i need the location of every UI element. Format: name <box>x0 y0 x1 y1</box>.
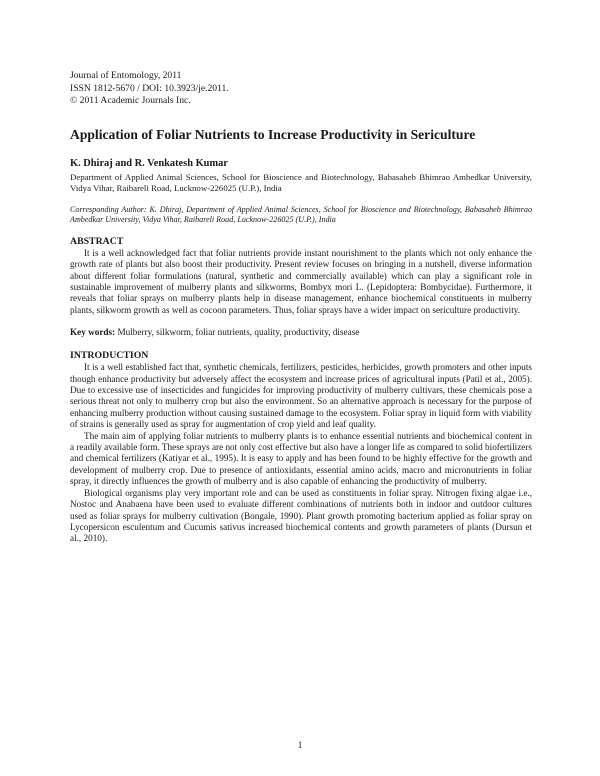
article-page <box>70 70 532 545</box>
keywords-label: Key words: <box>70 327 116 338</box>
journal-line: Journal of Entomology, 2011 <box>70 70 182 81</box>
corresponding-author: Corresponding Author: K. Dhiraj, Department of Applied Animal Sciences, School for Bioscience and Biotechnology, Babasaheb Bhimrao Ambedkar University, Vidya Vihar, Raibareli Road, Lucknow-226025 (U.P.), India <box>70 204 532 225</box>
intro-paragraph-3: Biological organisms play very important role and can be used as constituents in foliar spray. Nitrogen fixing algae i.e., Nostoc and Anabaena have been used to evaluate different combinations of nutrients both in indoor and outdoor cultures used as foliar sprays for mulberry cultivation (Bongale, 1990). Plant growth promoting bacterium applied as foliar spray on Lycopersicon esculentum and Cucumis sativus increased biochemical contents and growth parameters of plants (Dursun et al., 2010). <box>70 487 532 544</box>
issn-doi-line: ISSN 1812-5670 / DOI: 10.3923/je.2011. <box>70 82 229 94</box>
article-title: Application of Foliar Nutrients to Increase Productivity in Sericulture <box>70 126 476 142</box>
authors: K. Dhiraj and R. Venkatesh Kumar <box>70 157 228 169</box>
intro-paragraph-2: The main aim of applying foliar nutrients to mulberry plants is to enhance essential nutrients and biochemical content in a readily available form. These sprays are not only cost effective but also have a longer life as compared to solid biofertilizers and chemical fertilizers (Katiyar et al., 1995). It is easy to apply and has been found to be highly effective for the growth and development of mulberry crop. Due to presence of antioxidants, essential amino acids, macro and micronutrients in foliar spray, it directly influences the growth of mulberry and is also capable of enhancing the productivity of mulberry. <box>70 430 532 487</box>
affiliation: Department of Applied Animal Sciences, School for Bioscience and Biotechnology, Babasaheb Bhimrao Ambedkar University, Vidya Vihar, Raibareli Road, Lucknow-226025 (U.P.), India <box>70 171 532 194</box>
abstract-heading: ABSTRACT <box>70 235 124 247</box>
intro-paragraph-1: It is a well established fact that, synthetic chemicals, fertilizers, pesticides, herbicides, growth promoters and other inputs though enhance productivity but adversely affect the ecosystem and increase prices of agricultural inputs (Patil et al., 2005). Due to excessive use of insecticides and fungicides for improving productivity of mulberry cultivars, these chemicals pose a serious threat not only to mulberry crop but also the environment. So an alternative approach is necessary for the purpose of enhancing mulberry production without causing sustained damage to the ecosystem. Foliar spray in liquid form with viability of strains is generally used as spray for augmentation of crop yield and leaf quality. <box>70 362 532 430</box>
copyright-line: © 2011 Academic Journals Inc. <box>70 95 191 107</box>
abstract-text: It is a well acknowledged fact that foliar nutrients provide instant nourishment to the plants which not only enhance the growth rate of plants but also boost their productivity. Present review focuses on bringing in a nutshell, diverse information about different foliar formulations (natural, synthetic and commercially available) which can play a significant role in sustainable improvement of mulberry plants and silkworms, Bombyx mori L. (Lepidoptera: Bombycidae). Furthermore, it reveals that foliar sprays on mulberry plants help in disease management, enhance biochemical constituents in mulberry plants, silkworm growth as well as cocoon parameters. Thus, foliar sprays have a wider impact on sericulture productivity. <box>70 247 532 315</box>
keywords <box>70 326 532 338</box>
introduction-heading: INTRODUCTION <box>70 350 149 362</box>
keywords-text: Mulberry, silkworm, foliar nutrients, quality, productivity, disease <box>117 327 360 338</box>
page-number: 1 <box>297 740 303 750</box>
